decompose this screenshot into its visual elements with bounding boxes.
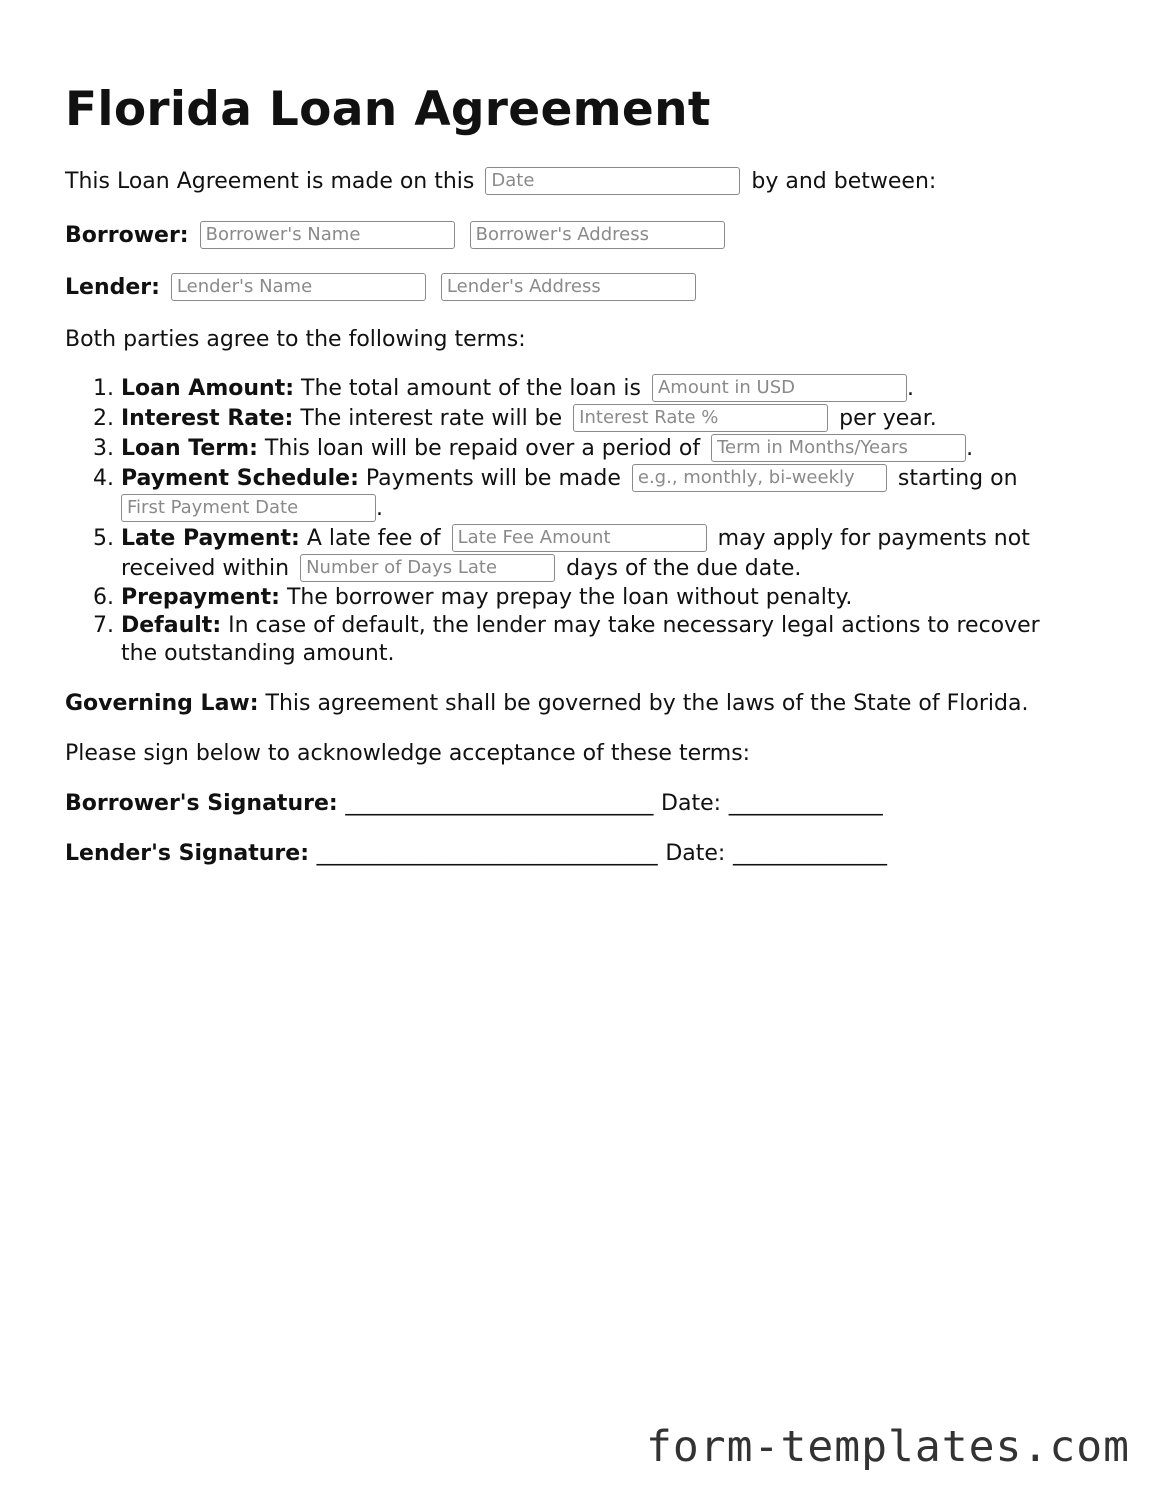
lender-signature-label: Lender's Signature: — [65, 841, 309, 866]
term-suffix: days of the due date. — [566, 556, 802, 581]
payment-frequency-input[interactable] — [632, 464, 887, 492]
first-payment-date-input[interactable] — [121, 494, 376, 522]
borrower-label: Borrower: — [65, 223, 189, 248]
intro-text: This Loan Agreement is made on this — [65, 169, 475, 194]
term-label: Late Payment: — [121, 526, 300, 551]
late-days-input[interactable] — [300, 554, 555, 582]
interest-rate-input[interactable] — [573, 404, 828, 432]
term-default — [121, 612, 1161, 668]
borrower-signature-label: Borrower's Signature: — [65, 791, 338, 816]
term-text: The interest rate will be — [300, 406, 563, 431]
loan-amount-input[interactable] — [652, 374, 907, 402]
governing-law-text: This agreement shall be governed by the laws of the State of Florida. — [265, 691, 1029, 716]
term-payment-schedule — [121, 464, 1161, 524]
terms-list — [65, 374, 1161, 668]
term-late-payment — [121, 524, 1161, 584]
lender-label: Lender: — [65, 275, 160, 300]
term-text: This loan will be repaid over a period of — [264, 436, 701, 461]
borrower-name-input[interactable] — [200, 221, 455, 249]
term-text: may apply for payments not — [717, 526, 1030, 551]
lender-line — [65, 273, 700, 303]
borrower-signature-line — [65, 789, 883, 819]
borrower-signature-field[interactable]: ____________________________ — [345, 791, 654, 816]
borrower-line — [65, 221, 729, 251]
term-label: Default: — [121, 613, 222, 638]
term-loan-amount — [121, 374, 1161, 404]
borrower-address-input[interactable] — [470, 221, 725, 249]
lender-date-label: Date: — [665, 841, 726, 866]
term-text: The borrower may prepay the loan without penalty. — [286, 585, 853, 610]
term-text: received within — [121, 556, 290, 581]
term-text: the outstanding amount. — [121, 641, 395, 666]
term-label: Interest Rate: — [121, 406, 294, 431]
term-suffix: . — [376, 496, 383, 521]
term-label: Loan Amount: — [121, 376, 295, 401]
term-label: Loan Term: — [121, 436, 258, 461]
watermark: form-templates.com — [646, 1422, 1130, 1472]
term-suffix: per year. — [839, 406, 937, 431]
sign-prompt: Please sign below to acknowledge acceptance of these terms: — [65, 741, 751, 766]
term-text: starting on — [897, 466, 1018, 491]
lender-signature-field[interactable]: _______________________________ — [316, 841, 658, 866]
intro-line — [65, 167, 936, 197]
term-interest-rate — [121, 404, 1161, 434]
term-text: Payments will be made — [365, 466, 621, 491]
agreement-date-input[interactable] — [485, 167, 740, 195]
term-label: Payment Schedule: — [121, 466, 359, 491]
terms-intro: Both parties agree to the following terms: — [65, 327, 526, 352]
governing-law-label: Governing Law: — [65, 691, 259, 716]
term-suffix: . — [906, 376, 914, 401]
page-title: Florida Loan Agreement — [65, 82, 711, 137]
lender-signature-line — [65, 839, 887, 869]
term-text: A late fee of — [306, 526, 441, 551]
lender-name-input[interactable] — [171, 273, 426, 301]
term-text: In case of default, the lender may take necessary legal actions to recover — [228, 613, 1040, 638]
late-fee-input[interactable] — [452, 524, 707, 552]
term-label: Prepayment: — [121, 585, 280, 610]
governing-law — [65, 689, 1028, 719]
term-text: The total amount of the loan is — [301, 376, 641, 401]
term-suffix: . — [966, 436, 974, 461]
term-loan-term — [121, 434, 1161, 464]
term-prepayment — [121, 584, 1161, 612]
intro-text-after: by and between: — [751, 169, 937, 194]
lender-date-field[interactable]: ______________ — [733, 841, 888, 866]
borrower-date-label: Date: — [661, 791, 722, 816]
lender-address-input[interactable] — [441, 273, 696, 301]
loan-term-input[interactable] — [711, 434, 966, 462]
borrower-date-field[interactable]: ______________ — [728, 791, 883, 816]
